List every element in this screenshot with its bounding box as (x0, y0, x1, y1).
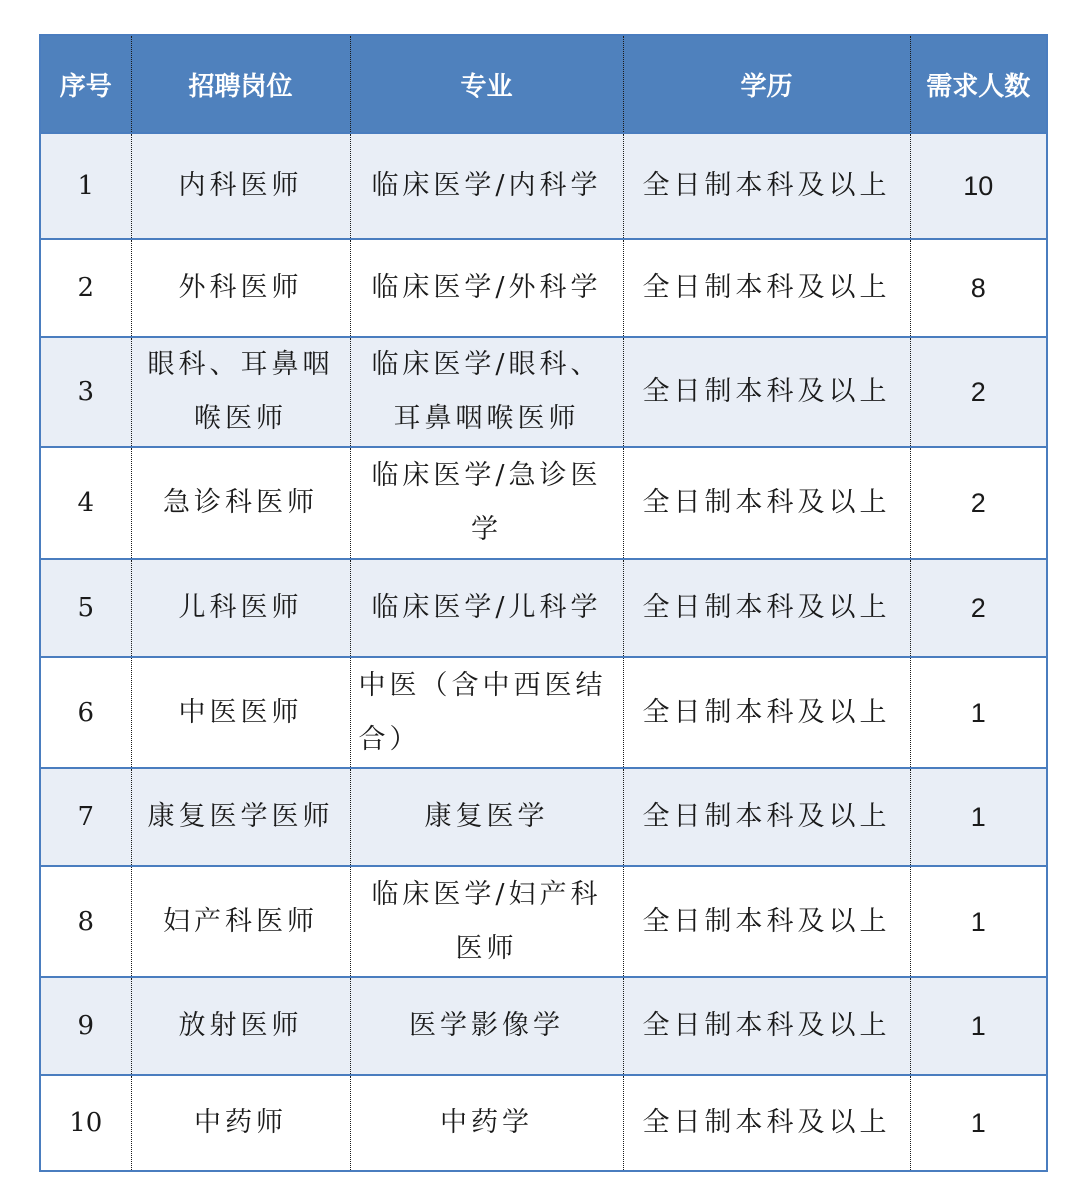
cell-position: 妇产科医师 (131, 866, 350, 977)
cell-seq: 8 (40, 866, 131, 977)
table-row (40, 239, 1047, 337)
cell-count: 2 (910, 559, 1047, 657)
cell-count: 1 (910, 977, 1047, 1075)
cell-education: 全日制本科及以上 (623, 337, 910, 447)
cell-count: 1 (910, 768, 1047, 866)
table-row (40, 447, 1047, 559)
cell-position: 内科医师 (131, 133, 350, 239)
cell-major: 临床医学/内科学 (350, 133, 623, 239)
cell-seq: 2 (40, 239, 131, 337)
cell-count: 1 (910, 657, 1047, 768)
cell-seq: 1 (40, 133, 131, 239)
header-education: 学历 (623, 35, 910, 133)
header-count: 需求人数 (910, 35, 1047, 133)
table-row (40, 657, 1047, 768)
cell-seq: 10 (40, 1075, 131, 1171)
cell-major: 临床医学/妇产科医师 (350, 866, 623, 977)
cell-major: 中药学 (350, 1075, 623, 1171)
cell-seq: 4 (40, 447, 131, 559)
table-row (40, 1075, 1047, 1171)
cell-major: 临床医学/外科学 (350, 239, 623, 337)
cell-count: 8 (910, 239, 1047, 337)
cell-major: 康复医学 (350, 768, 623, 866)
cell-position: 外科医师 (131, 239, 350, 337)
cell-position: 中医医师 (131, 657, 350, 768)
cell-position: 中药师 (131, 1075, 350, 1171)
cell-education: 全日制本科及以上 (623, 133, 910, 239)
table-row (40, 559, 1047, 657)
cell-seq: 3 (40, 337, 131, 447)
cell-count: 1 (910, 866, 1047, 977)
table-row (40, 866, 1047, 977)
cell-education: 全日制本科及以上 (623, 866, 910, 977)
cell-position: 急诊科医师 (131, 447, 350, 559)
cell-position: 放射医师 (131, 977, 350, 1075)
header-position: 招聘岗位 (131, 35, 350, 133)
cell-seq: 5 (40, 559, 131, 657)
cell-major: 临床医学/眼科、耳鼻咽喉医师 (350, 337, 623, 447)
cell-education: 全日制本科及以上 (623, 559, 910, 657)
cell-count: 2 (910, 337, 1047, 447)
cell-education: 全日制本科及以上 (623, 657, 910, 768)
cell-position: 康复医学医师 (131, 768, 350, 866)
table-row (40, 337, 1047, 447)
cell-count: 1 (910, 1075, 1047, 1171)
cell-major: 医学影像学 (350, 977, 623, 1075)
table-row (40, 768, 1047, 866)
header-major: 专业 (350, 35, 623, 133)
cell-count: 2 (910, 447, 1047, 559)
cell-education: 全日制本科及以上 (623, 977, 910, 1075)
cell-education: 全日制本科及以上 (623, 768, 910, 866)
cell-education: 全日制本科及以上 (623, 1075, 910, 1171)
header-seq: 序号 (40, 35, 131, 133)
cell-seq: 6 (40, 657, 131, 768)
cell-count: 10 (910, 133, 1047, 239)
cell-position: 儿科医师 (131, 559, 350, 657)
table-row (40, 133, 1047, 239)
cell-position: 眼科、耳鼻咽喉医师 (131, 337, 350, 447)
table-header-row (40, 35, 1047, 133)
cell-major: 临床医学/急诊医学 (350, 447, 623, 559)
table-row (40, 977, 1047, 1075)
cell-education: 全日制本科及以上 (623, 447, 910, 559)
cell-seq: 9 (40, 977, 131, 1075)
cell-major: 中医（含中西医结合） (350, 657, 623, 768)
cell-seq: 7 (40, 768, 131, 866)
recruitment-table (39, 34, 1048, 1172)
cell-major: 临床医学/儿科学 (350, 559, 623, 657)
cell-education: 全日制本科及以上 (623, 239, 910, 337)
